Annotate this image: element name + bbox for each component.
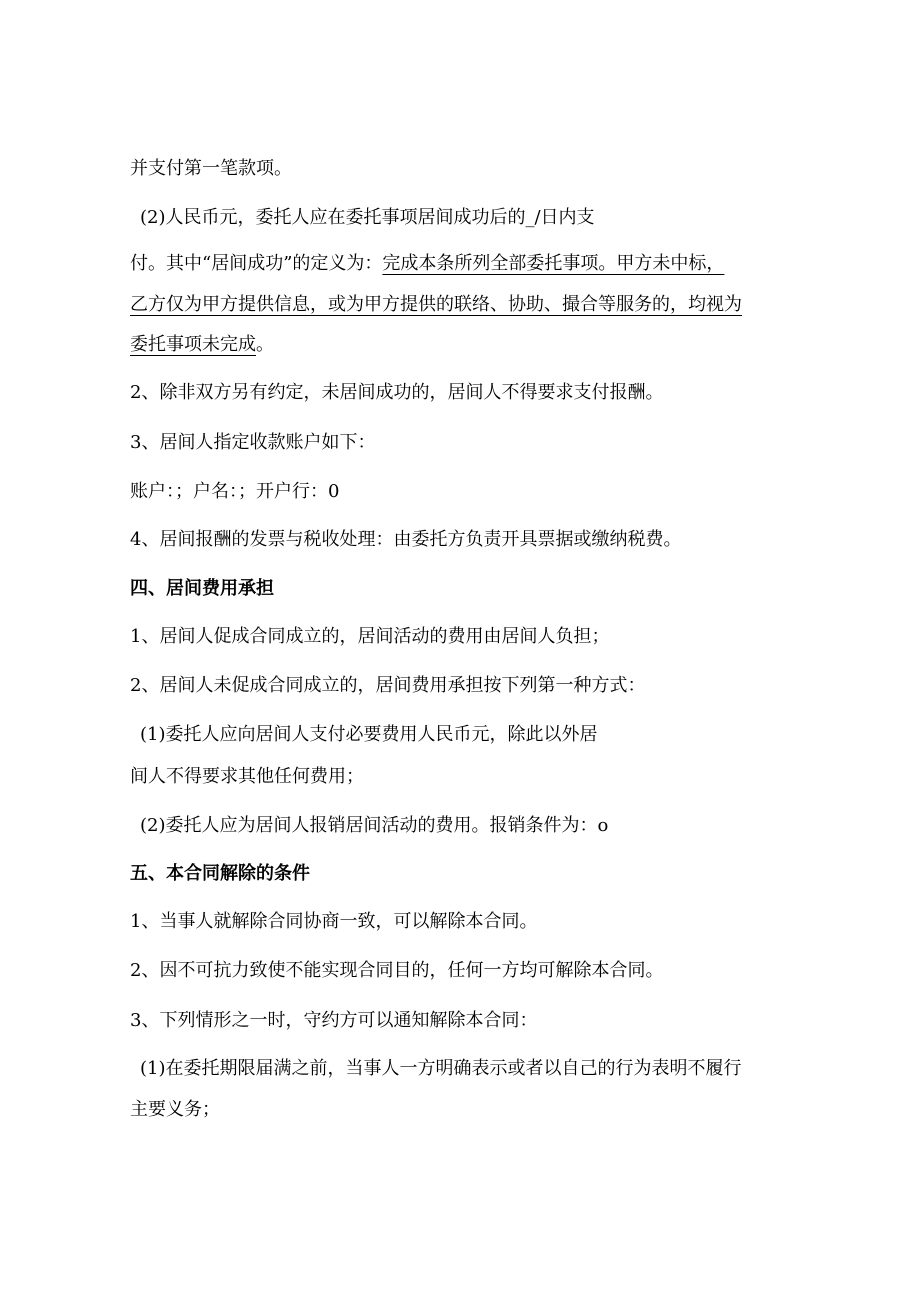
paragraph-line: 1、居间人促成合同成立的，居间活动的费用由居间人负担； (130, 626, 610, 647)
paragraph-line: (1)委托人应向居间人支付必要费用人民币元，除此以外居 (140, 724, 598, 745)
paragraph-line: 4、居间报酬的发票与税收处理：由委托方负责开具票据或缴纳税费。 (130, 529, 682, 550)
text-run: 。 (256, 334, 274, 355)
underlined-text: 完成本条所列全部委托事项。甲方未中标， (382, 253, 725, 274)
paragraph-line: 3、居间人指定收款账户如下： (130, 432, 376, 453)
paragraph-line: (1)在委托期限届满之前，当事人一方明确表示或者以自己的行为表明不履行 (140, 1058, 742, 1079)
paragraph-line: 2、居间人未促成合同成立的，居间费用承担按下列第一种方式： (130, 675, 646, 696)
section-heading: 五、本合同解除的条件 (130, 863, 310, 884)
paragraph-line: 3、下列情形之一时，守约方可以通知解除本合同： (130, 1010, 538, 1031)
paragraph-line: 2、除非双方另有约定，未居间成功的，居间人不得要求支付报酬。 (130, 382, 664, 403)
underlined-line: 乙方仅为甲方提供信息，或为甲方提供的联络、协助、撮合等服务的，均视为 (130, 294, 742, 315)
paragraph-line: 间人不得要求其他任何费用； (130, 766, 364, 787)
text-run: 付。其中“居间成功”的定义为： (130, 253, 383, 274)
paragraph-line: (2)委托人应为居间人报销居间活动的费用。报销条件为：o (140, 815, 609, 836)
paragraph-line: 账户：；户名：；开户行：0 (130, 481, 340, 502)
paragraph-line (130, 255, 724, 273)
paragraph-line: 1、当事人就解除合同协商一致，可以解除本合同。 (130, 911, 538, 932)
paragraph-line: 主要义务； (130, 1099, 220, 1120)
underlined-text: 委托事项未完成 (130, 334, 256, 355)
paragraph-line: (2)人民币元，委托人应在委托事项居间成功后的_/日内支 (140, 207, 595, 228)
section-heading: 四、居间费用承担 (130, 578, 274, 599)
paragraph-line (130, 336, 274, 354)
paragraph-line: 并支付第一笔款项。 (130, 158, 292, 179)
paragraph-line: 2、因不可抗力致使不能实现合同目的，任何一方均可解除本合同。 (130, 960, 664, 981)
